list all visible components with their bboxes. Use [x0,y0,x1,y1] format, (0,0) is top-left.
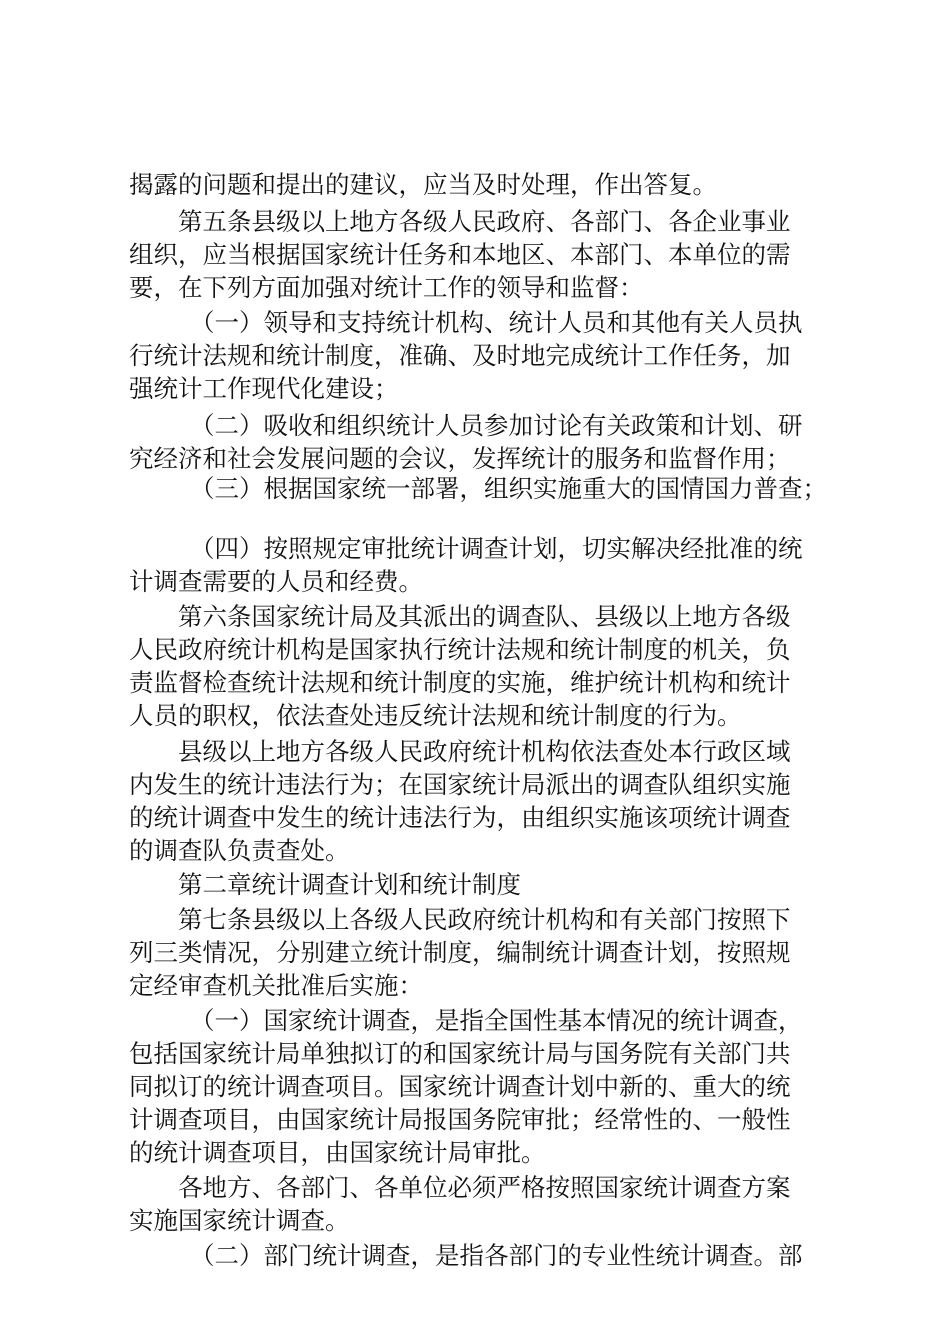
chapter-heading: 第二章统计调查计划和统计制度 [178,870,521,899]
text-line: 的统计调查中发生的统计违法行为，由组织实施该项统计调查 [129,803,791,832]
text-line: 人民政府统计机构是国家执行统计法规和统计制度的机关，负 [129,635,791,664]
text-line: （四）按照规定审批统计调查计划，切实解决经批准的统 [190,534,803,563]
text-line: 同拟订的统计调查项目。国家统计调查计划中新的、重大的统 [129,1072,791,1101]
text-line: （一）领导和支持统计机构、统计人员和其他有关人员执 [190,308,803,337]
text-line: 组织，应当根据国家统计任务和本地区、本部门、本单位的需 [129,240,791,269]
text-line: 内发生的统计违法行为；在国家统计局派出的调查队组织实施 [129,770,791,799]
text-line: 第七条县级以上各级人民政府统计机构和有关部门按照下 [178,905,791,934]
text-line: 要，在下列方面加强对统计工作的领导和监督： [129,273,644,302]
text-line: （一）国家统计调查，是指全国性基本情况的统计调查， [190,1006,803,1035]
text-line: 人员的职权，依法查处违反统计法规和统计制度的行为。 [129,701,742,730]
text-line: 计调查需要的人员和经费。 [129,567,423,596]
text-line: （二）部门统计调查，是指各部门的专业性统计调查。部 [190,1241,803,1270]
text-line: 第六条国家统计局及其派出的调查队、县级以上地方各级 [178,602,791,631]
text-line: 各地方、各部门、各单位必须严格按照国家统计调查方案 [178,1173,791,1202]
text-line: 责监督检查统计法规和统计制度的实施，维护统计机构和统计 [129,668,791,697]
text-line: 究经济和社会发展问题的会议，发挥统计的服务和监督作用； [129,444,791,473]
text-line: （三）根据国家统一部署，组织实施重大的国情国力普查； [190,474,827,503]
text-line: 包括国家统计局单独拟订的和国家统计局与国务院有关部门共 [129,1039,791,1068]
text-line: 揭露的问题和提出的建议，应当及时处理，作出答复。 [129,170,717,199]
text-line: （二）吸收和组织统计人员参加讨论有关政策和计划、研 [190,411,803,440]
text-line: 的统计调查项目，由国家统计局审批。 [129,1138,546,1167]
text-line: 第五条县级以上地方各级人民政府、各部门、各企业事业 [178,207,791,236]
text-line: 计调查项目，由国家统计局报国务院审批；经常性的、一般性 [129,1105,791,1134]
text-line: 行统计法规和统计制度，准确、及时地完成统计工作任务，加 [129,341,791,370]
text-line: 实施国家统计调查。 [129,1206,350,1235]
text-line: 县级以上地方各级人民政府统计机构依法查处本行政区域 [178,737,791,766]
text-line: 定经审查机关批准后实施： [129,971,423,1000]
text-line: 列三类情况，分别建立统计制度，编制统计调查计划，按照规 [129,938,791,967]
text-line: 的调查队负责查处。 [129,836,350,865]
text-line: 强统计工作现代化建设； [129,374,399,403]
